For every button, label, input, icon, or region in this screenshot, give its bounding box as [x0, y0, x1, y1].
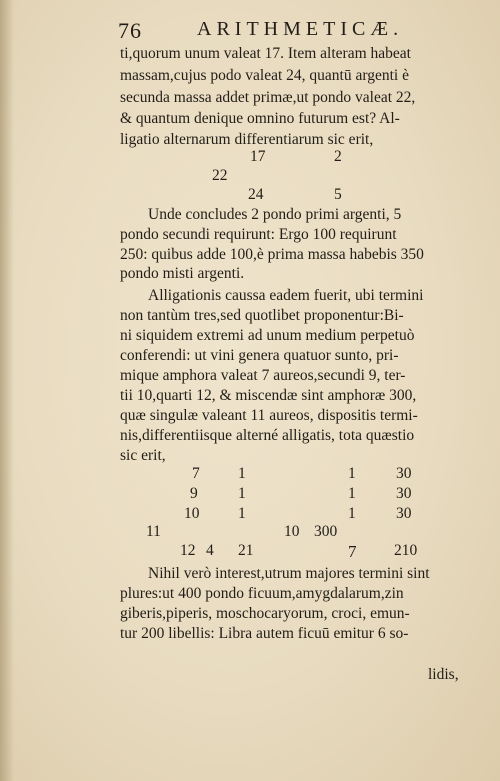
text-line: nis,differentiisque alterné alligatis, tota quæstio [120, 427, 415, 444]
text-line: tur 200 libellis: Libra autem ficuū emitur 6 so- [120, 625, 409, 642]
alligation-number: 22 [212, 167, 228, 184]
text-line: ti,quorum unum valeat 17. Item alteram habeat [120, 45, 411, 62]
text-line: plures:ut 400 pondo ficuum,amygdalarum,zin [120, 585, 404, 602]
alligation-number: 1 [348, 505, 356, 522]
alligation-number: 5 [334, 186, 342, 203]
text-line: pondo misti argenti. [120, 265, 245, 282]
alligation-number: 7 [192, 465, 200, 482]
alligation-number: 30 [396, 465, 412, 482]
text-line: quæ singulæ valeant 11 aureos, dispositis termi- [120, 407, 418, 424]
text-line: pondo secundi requirunt: Ergo 100 requirunt [120, 226, 397, 243]
alligation-number: 1 [238, 505, 246, 522]
text-line: giberis,piperis, moschocaryorum, croci, emun- [120, 605, 410, 622]
text-line: ligatio alternarum differentiarum sic erit, [120, 131, 374, 148]
alligation-number: 24 [248, 186, 264, 203]
text-line: sic erit, [120, 447, 166, 464]
alligation-number: 210 [394, 542, 418, 559]
alligation-number: 1 [238, 465, 246, 482]
text-line: 250: quibus adde 100,è prima massa habebis 350 [120, 246, 424, 263]
text-line: Nihil verò interest,utrum majores termini sint [148, 565, 430, 582]
alligation-number: 10 [184, 505, 200, 522]
alligation-number: 7 [348, 542, 357, 561]
alligation-number: 12 [180, 542, 196, 559]
text-line: & quantum denique omnino futurum est? Al- [120, 110, 400, 127]
text-line: secunda massa addet primæ,ut pondo valeat 22, [120, 89, 416, 106]
text-line: ni siquidem extremi ad unum medium perpetuò [120, 327, 415, 344]
alligation-number: 9 [190, 485, 198, 502]
catchword: lidis, [428, 666, 459, 683]
alligation-number: 1 [348, 485, 356, 502]
alligation-number: 1 [348, 465, 356, 482]
text-line: conferendi: ut vini genera quatuor sunto, pri- [120, 347, 399, 364]
text-line: Unde concludes 2 pondo primi argenti, 5 [148, 206, 402, 223]
alligation-number: 17 [250, 148, 266, 165]
alligation-number: 2 [334, 148, 342, 165]
text-line: non tantùm tres,sed quotlibet proponentur:Bi- [120, 307, 404, 324]
text-line: Alligationis caussa eadem fuerit, ubi termini [148, 287, 424, 304]
alligation-number: 11 [146, 523, 161, 540]
alligation-number: 4 [206, 542, 214, 559]
text-line: mique amphora valeat 7 aureos,secundi 9, ter- [120, 367, 406, 384]
running-title: ARITHMETICÆ. [197, 18, 404, 40]
alligation-number: 10 [284, 523, 300, 540]
text-line: massam,cujus podo valeat 24, quantū argenti è [120, 67, 409, 84]
alligation-number: 21 [238, 542, 254, 559]
alligation-number: 30 [396, 505, 412, 522]
page-number: 76 [118, 18, 142, 43]
alligation-number: 30 [396, 485, 412, 502]
binding-shadow [0, 0, 14, 781]
text-line: tii 10,quarti 12, & miscendæ sint amphoræ 300, [120, 387, 417, 404]
alligation-number: 1 [238, 485, 246, 502]
alligation-number: 300 [314, 523, 338, 540]
